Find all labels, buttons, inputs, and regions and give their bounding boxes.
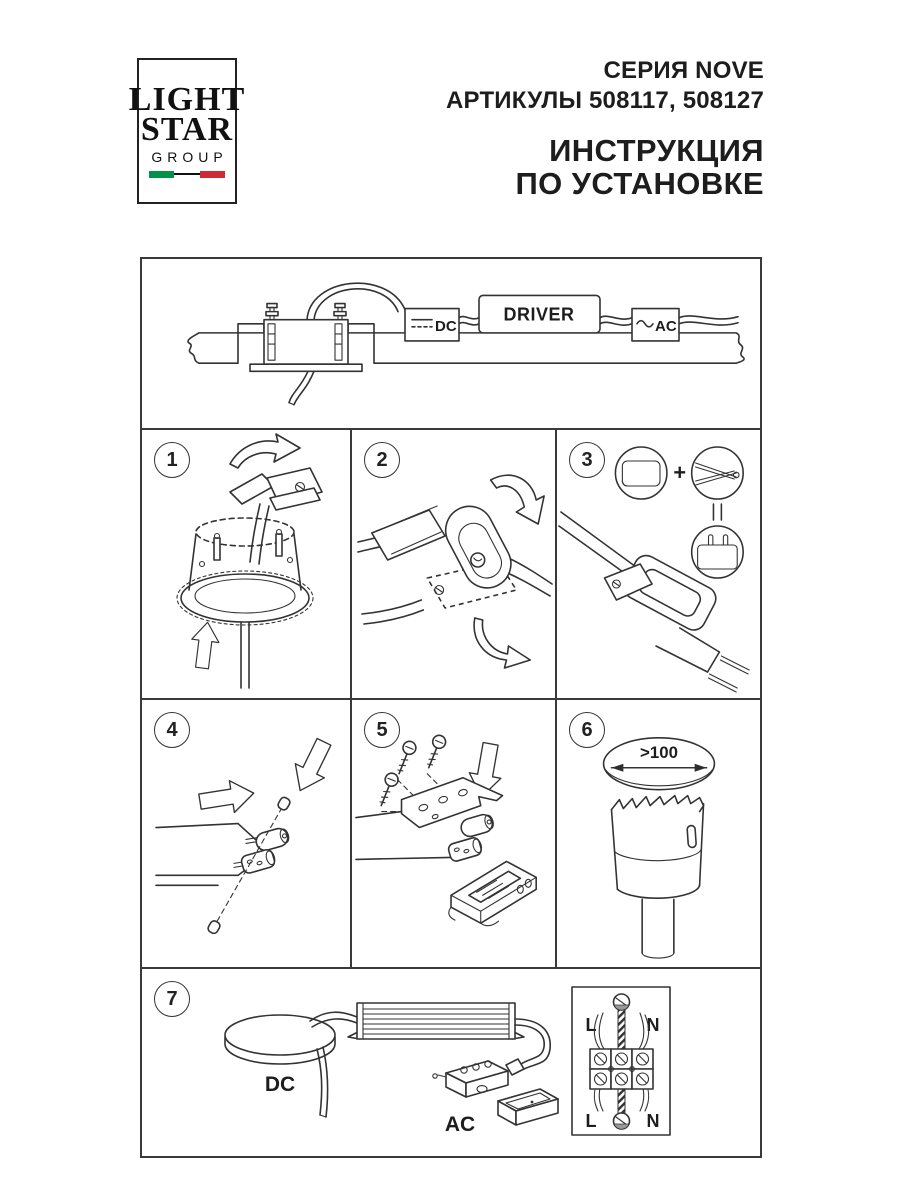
flag-red: [200, 171, 225, 178]
lightstar-logo: [128, 58, 246, 204]
mounting-ring: [177, 518, 313, 625]
terminal-cover: [498, 1089, 558, 1125]
step-5-panel: [350, 698, 555, 967]
up-arrow-icon: [188, 621, 221, 670]
cable-end-icon: [615, 447, 666, 499]
curved-arrow-icon: [230, 434, 300, 468]
ac-terminal-block: [433, 1061, 508, 1097]
step-number: 1: [154, 442, 190, 478]
doc-title-line2: ПО УСТАНОВКЕ: [515, 166, 764, 201]
live-label-bottom: L: [585, 1111, 597, 1131]
terminal-strip: [590, 1049, 653, 1089]
step-3-panel: [555, 428, 760, 698]
step-4-panel: [142, 698, 350, 967]
dc-converter-box: [405, 309, 459, 341]
strap-piece: [372, 506, 445, 560]
italian-flag-icon: [149, 171, 225, 178]
roller-clamp: [427, 498, 519, 608]
step-number: 6: [569, 712, 605, 748]
step-number: 2: [364, 442, 400, 478]
series-title: СЕРИЯ NOVE: [603, 57, 764, 84]
logo-word-light: LIGHT: [128, 80, 246, 118]
cable-clamp: [230, 468, 322, 510]
driver-label: DRIVER: [503, 304, 575, 325]
live-label-top: L: [585, 1015, 597, 1035]
logo-word-group: GROUP: [151, 148, 228, 165]
step-7-panel: [142, 967, 760, 1156]
overview-panel: [142, 259, 760, 428]
flag-green: [149, 171, 174, 178]
wire-stripper-icon: [692, 447, 743, 499]
step-7-diagram: [142, 969, 760, 1156]
hole-dimension: [604, 738, 715, 790]
dc-label: DC: [435, 317, 457, 335]
led-driver: [348, 1003, 524, 1039]
dc-output-label: DC: [264, 1073, 296, 1096]
articles-line: АРТИКУЛЫ 508117, 508127: [446, 87, 764, 114]
ground-screw-icon: [614, 994, 630, 1010]
recessed-fixture: [238, 304, 374, 372]
clamp-bracket: [449, 861, 536, 925]
ground-screw-icon: [614, 1113, 630, 1129]
ac-box: [632, 309, 679, 341]
wiring-diagram: [572, 987, 670, 1135]
header-text: [244, 56, 764, 200]
step-2-panel: [350, 428, 555, 698]
mounting-bolt: [266, 304, 278, 320]
curved-arrow-icon: [474, 618, 530, 668]
step-number: 5: [364, 712, 400, 748]
ac-label: AC: [655, 317, 677, 335]
fixture-cable-tail: [289, 371, 314, 404]
overview-diagram: [142, 259, 760, 428]
stripped-plug-icon: [692, 526, 743, 578]
step-number: 4: [154, 712, 190, 748]
wire-connectors: [447, 812, 495, 862]
hole-saw: [611, 796, 703, 958]
plus-sign: +: [673, 459, 687, 486]
neutral-label-bottom: N: [646, 1111, 660, 1131]
doc-title-line1: ИНСТРУКЦИЯ: [549, 133, 764, 168]
alignment-axis: [207, 796, 292, 935]
curved-arrow-icon: [491, 475, 544, 524]
flag-white: [174, 171, 199, 178]
mounting-bolt: [334, 304, 346, 320]
driver-box: [479, 295, 600, 332]
ac-input-label: AC: [444, 1113, 476, 1136]
block-arrow-down-icon: [286, 735, 339, 798]
saw-shank: [642, 899, 674, 958]
dc-cable: [307, 283, 405, 320]
neutral-label-top: N: [646, 1015, 660, 1035]
cable-with-buckle: [559, 512, 749, 692]
step-6-panel: [555, 698, 760, 967]
min-diameter-label: >100: [640, 742, 678, 762]
equals-icon: [713, 504, 721, 520]
dc-luminaire: [225, 1012, 357, 1117]
instruction-panels: [140, 257, 762, 1158]
block-arrow-right-icon: [197, 777, 256, 817]
step-number: 3: [569, 442, 605, 478]
step-1-panel: [142, 428, 350, 698]
logo-word-star: STAR: [140, 110, 234, 148]
step-number: 7: [154, 981, 190, 1017]
